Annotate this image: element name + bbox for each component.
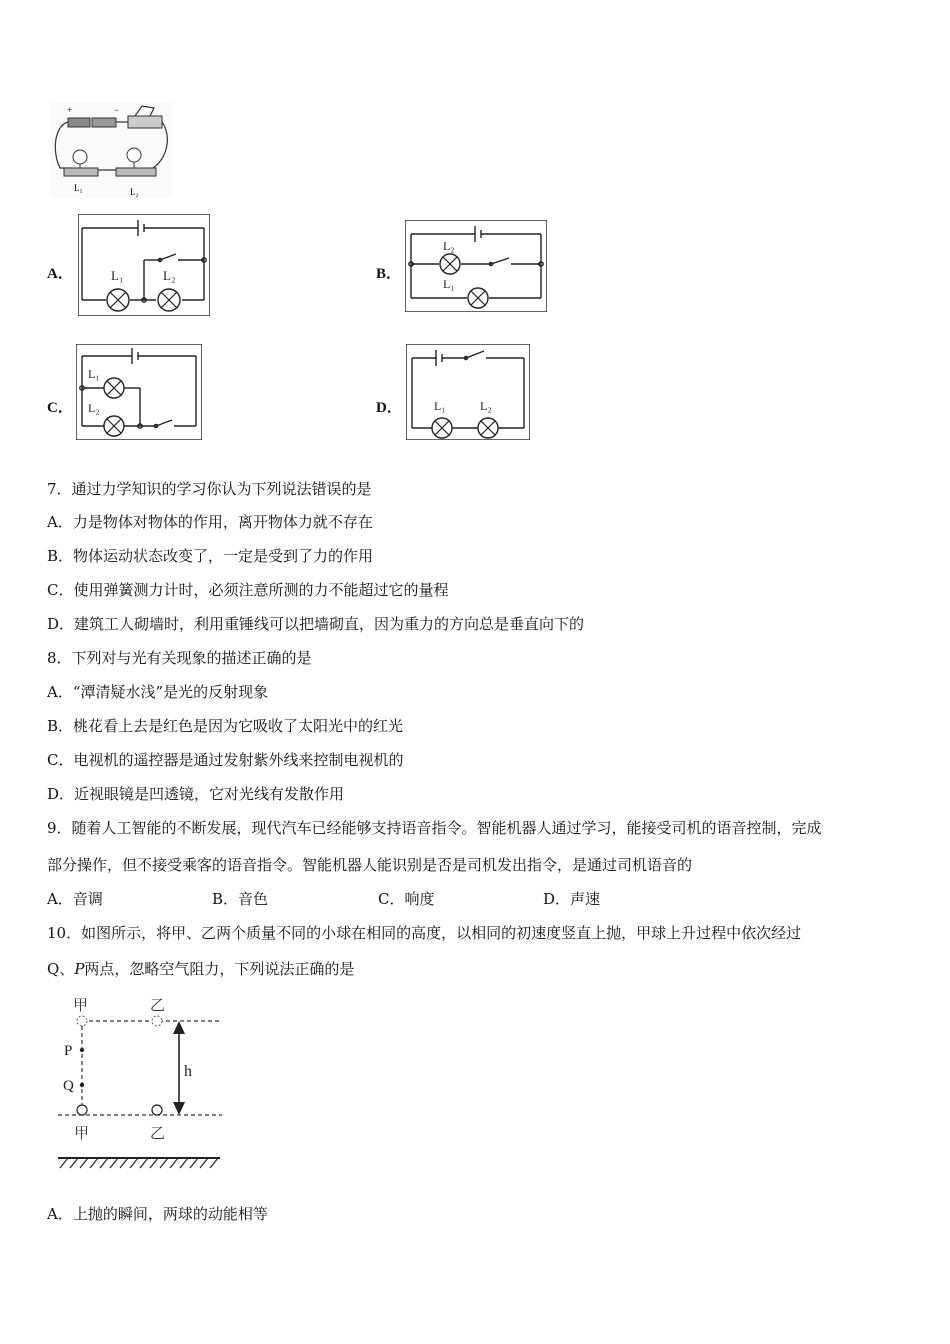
q10-stem-line2-pre: Q、: [47, 960, 75, 978]
ball-b-top-ghost: [152, 1016, 162, 1026]
battery-minus-label: −: [114, 105, 120, 115]
point-q-label: Q: [63, 1078, 74, 1094]
point-p-label: P: [64, 1043, 73, 1059]
q9-option-d: D．声速: [543, 890, 601, 908]
q9-stem-line2: 部分操作，但不接受乘客的语音指令。智能机器人能识别是否是司机发出指令，是通过司机语音的: [47, 856, 693, 874]
lamp-l1-label: L₁: [88, 367, 100, 381]
lamp-l2-label: L₂: [443, 239, 455, 253]
lamp-l1-label: L₁: [434, 399, 446, 413]
q8-option-d: D．近视眼镜是凹透镜，它对光线有发散作用: [47, 785, 345, 803]
q7-stem: 7．通过力学知识的学习你认为下列说法错误的是: [47, 480, 372, 498]
q8-stem: 8．下列对与光有关现象的描述正确的是: [47, 649, 312, 667]
ball-b-top-label: 乙: [150, 998, 166, 1014]
bulb-1: [73, 150, 87, 164]
ball-b-bottom-label: 乙: [150, 1126, 166, 1142]
q10-stem-line1: 10．如图所示，将甲、乙两个质量不同的小球在相同的高度，以相同的初速度竖直上抛，甲球上升过程中依次经过: [47, 924, 802, 942]
lamp-l2-label: L₂: [163, 268, 176, 283]
q10-option-a: A．上抛的瞬间，两球的动能相等: [47, 1205, 268, 1223]
lamp-l1-label: L₁: [443, 277, 455, 291]
q9-option-b: B．音色: [212, 890, 269, 908]
lamp-l2: [158, 289, 180, 311]
q9-option-c: C．响度: [378, 890, 435, 908]
lamp-l1: [104, 378, 124, 398]
q7-option-d: D．建筑工人砌墙时，利用重锤线可以把墙砌直，因为重力的方向总是垂直向下的: [47, 615, 585, 633]
lamp-l1: [468, 288, 488, 308]
q7-option-b: B．物体运动状态改变了，一定是受到了力的作用: [47, 547, 374, 565]
battery-cell-1: [68, 118, 90, 127]
q10-point-p-italic: P: [74, 960, 85, 978]
option-d-label: D．: [376, 400, 402, 416]
circuit-option-d: [406, 344, 530, 440]
lamp-l1-label: L₁: [111, 268, 124, 283]
lamp2-label: L₂: [130, 187, 139, 197]
lamp-l1: [432, 418, 452, 438]
q9-stem-line1: 9．随着人工智能的不断发展，现代汽车已经能够支持语音指令。智能机器人通过学习，能接受司机的语音控制，完成: [47, 819, 822, 837]
circuit-option-c: [76, 344, 202, 440]
q8-option-c: C．电视机的遥控器是通过发射紫外线来控制电视机的: [47, 751, 404, 769]
lamp-l2: [478, 418, 498, 438]
lamp-l2: [440, 254, 460, 274]
bulb-2: [127, 148, 141, 162]
lamp-holder-1: [64, 168, 98, 176]
option-b-label: B．: [376, 266, 402, 282]
q8-option-b: B．桃花看上去是红色是因为它吸收了太阳光中的红光: [47, 717, 404, 735]
q10-ball-figure: [54, 992, 224, 1172]
ball-a-top-ghost: [77, 1016, 87, 1026]
lamp-l1: [107, 289, 129, 311]
point-q-dot: [80, 1083, 84, 1087]
circuit-photo-figure: [50, 102, 172, 198]
q7-option-c: C．使用弹簧测力计时，必须注意所测的力不能超过它的量程: [47, 581, 449, 599]
option-a-label: A．: [47, 266, 73, 282]
q10-stem-line2-post: 两点，忽略空气阻力，下列说法正确的是: [84, 960, 355, 978]
lamp-l2-label: L₂: [480, 399, 492, 413]
ball-a-bottom-label: 甲: [74, 1126, 90, 1142]
lamp-l2-label: L₂: [88, 401, 100, 415]
q10-stem-line2: [47, 959, 354, 979]
switch-base: [128, 116, 162, 128]
ball-a: [77, 1105, 87, 1115]
circuit-option-b: [405, 220, 547, 312]
lamp-holder-2: [116, 168, 156, 176]
lamp-l2: [104, 416, 124, 436]
height-label: h: [184, 1063, 192, 1080]
point-p-dot: [80, 1048, 84, 1052]
lamp1-label: L₁: [74, 183, 83, 193]
option-c-label: C．: [47, 400, 73, 416]
battery-plus-label: +: [67, 105, 73, 115]
q8-option-a: A．“潭清疑水浅”是光的反射现象: [47, 683, 269, 701]
q7-option-a: A．力是物体对物体的作用，离开物体力就不存在: [47, 513, 373, 531]
ball-a-top-label: 甲: [73, 998, 89, 1014]
battery-cell-2: [92, 118, 116, 127]
ball-b: [152, 1105, 162, 1115]
circuit-option-a: [78, 214, 210, 316]
q9-option-a: A．音调: [47, 890, 103, 908]
ground-hatching: [60, 1158, 218, 1168]
